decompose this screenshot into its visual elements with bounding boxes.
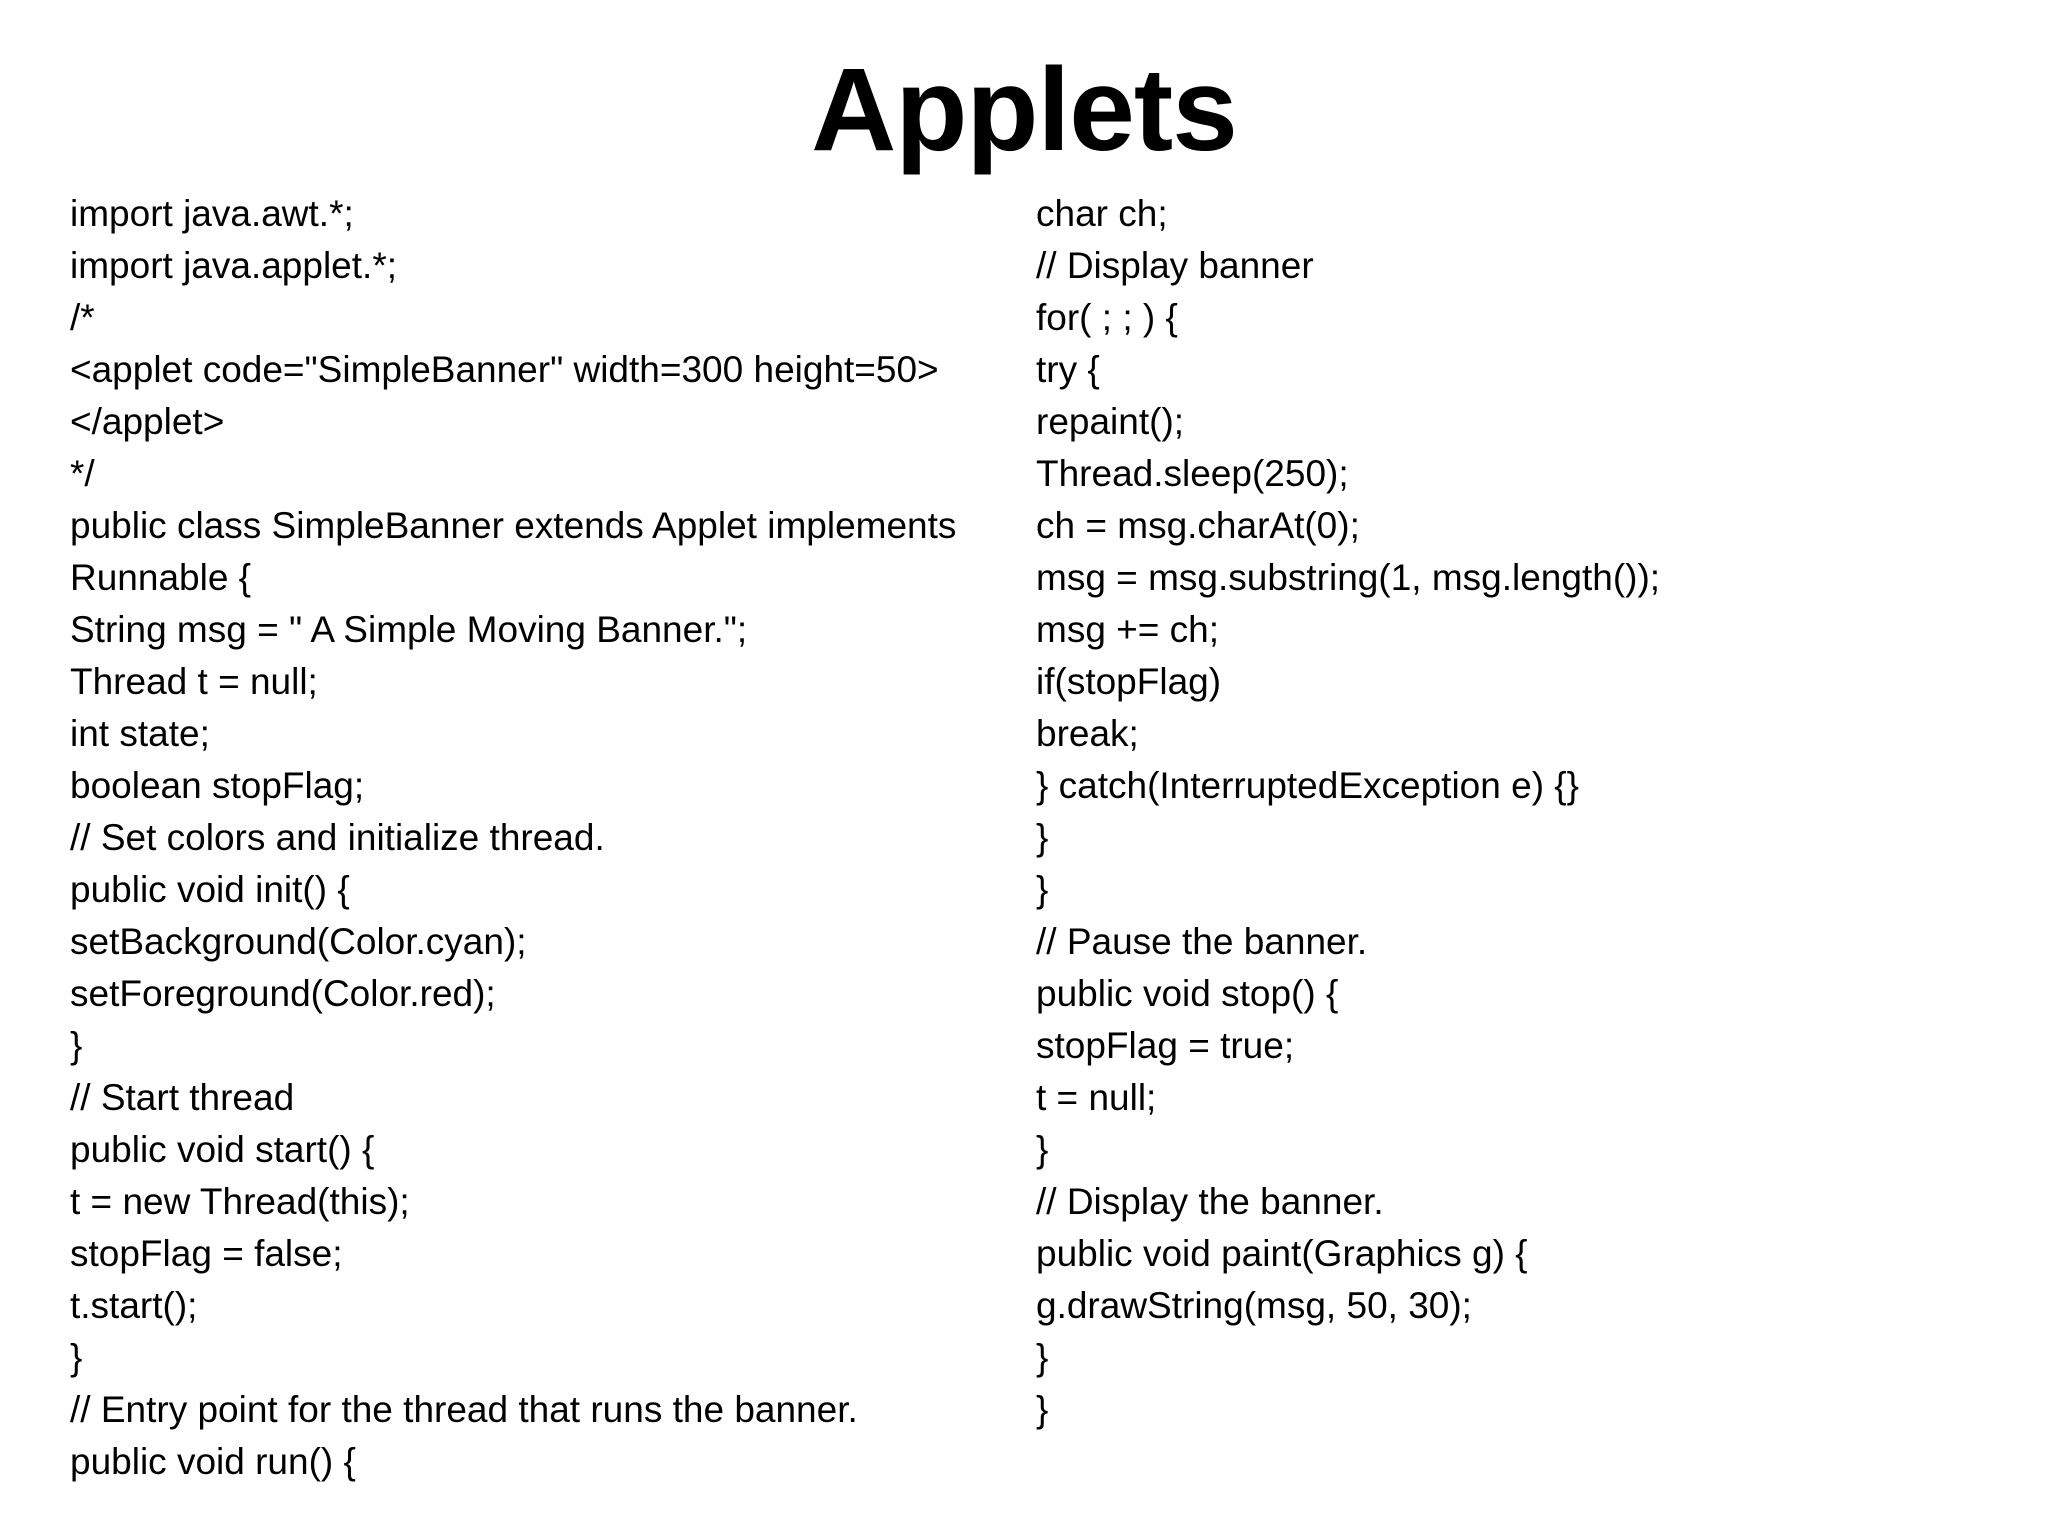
code-line: } xyxy=(1036,817,1049,858)
code-line: char ch; xyxy=(1036,193,1168,234)
code-line: } xyxy=(1036,1337,1049,1378)
code-line: // Display the banner. xyxy=(1036,1181,1384,1222)
slide-title: Applets xyxy=(811,44,1237,176)
code-line: try { xyxy=(1036,349,1100,390)
code-line: import java.awt.*; xyxy=(70,193,354,234)
code-line: Runnable { xyxy=(70,557,252,598)
code-line: } xyxy=(70,1025,83,1066)
code-column-right xyxy=(1036,188,2016,1436)
code-line: // Display banner xyxy=(1036,245,1314,286)
code-line: t = null; xyxy=(1036,1077,1157,1118)
code-line: } xyxy=(70,1337,83,1378)
code-line: if(stopFlag) xyxy=(1036,661,1222,702)
code-line: boolean stopFlag; xyxy=(70,765,365,806)
code-line: // Set colors and initialize thread. xyxy=(70,817,605,858)
code-line: setBackground(Color.cyan); xyxy=(70,921,527,962)
code-line: */ xyxy=(70,453,95,494)
code-line: // Entry point for the thread that runs the banner. xyxy=(70,1389,858,1430)
code-line: setForeground(Color.red); xyxy=(70,973,496,1014)
code-line: <applet code="SimpleBanner" width=300 height=50> xyxy=(70,349,939,390)
code-line: public void paint(Graphics g) { xyxy=(1036,1233,1528,1274)
code-line: } xyxy=(1036,1129,1049,1170)
code-line: } catch(InterruptedException e) {} xyxy=(1036,765,1580,806)
code-line: public void run() { xyxy=(70,1441,356,1482)
code-line: public class SimpleBanner extends Applet implements xyxy=(70,505,957,546)
code-line: stopFlag = false; xyxy=(70,1233,343,1274)
code-line: repaint(); xyxy=(1036,401,1185,442)
code-line: ch = msg.charAt(0); xyxy=(1036,505,1360,546)
code-line: stopFlag = true; xyxy=(1036,1025,1295,1066)
code-line: String msg = " A Simple Moving Banner."; xyxy=(70,609,748,650)
code-line: msg += ch; xyxy=(1036,609,1220,650)
code-line: Thread.sleep(250); xyxy=(1036,453,1349,494)
code-line: public void start() { xyxy=(70,1129,375,1170)
code-line: // Pause the banner. xyxy=(1036,921,1368,962)
code-line: t = new Thread(this); xyxy=(70,1181,410,1222)
code-line: for( ; ; ) { xyxy=(1036,297,1178,338)
code-line: } xyxy=(1036,869,1049,910)
code-line: msg = msg.substring(1, msg.length()); xyxy=(1036,557,1661,598)
code-line: int state; xyxy=(70,713,210,754)
code-column-left xyxy=(70,188,1020,1488)
code-line: break; xyxy=(1036,713,1139,754)
code-line: Thread t = null; xyxy=(70,661,318,702)
code-line: // Start thread xyxy=(70,1077,295,1118)
code-line: t.start(); xyxy=(70,1285,198,1326)
code-line: } xyxy=(1036,1389,1049,1430)
code-line: public void stop() { xyxy=(1036,973,1339,1014)
code-line: g.drawString(msg, 50, 30); xyxy=(1036,1285,1472,1326)
code-line: /* xyxy=(70,297,95,338)
code-line: public void init() { xyxy=(70,869,350,910)
code-line: </applet> xyxy=(70,401,225,442)
code-line: import java.applet.*; xyxy=(70,245,398,286)
